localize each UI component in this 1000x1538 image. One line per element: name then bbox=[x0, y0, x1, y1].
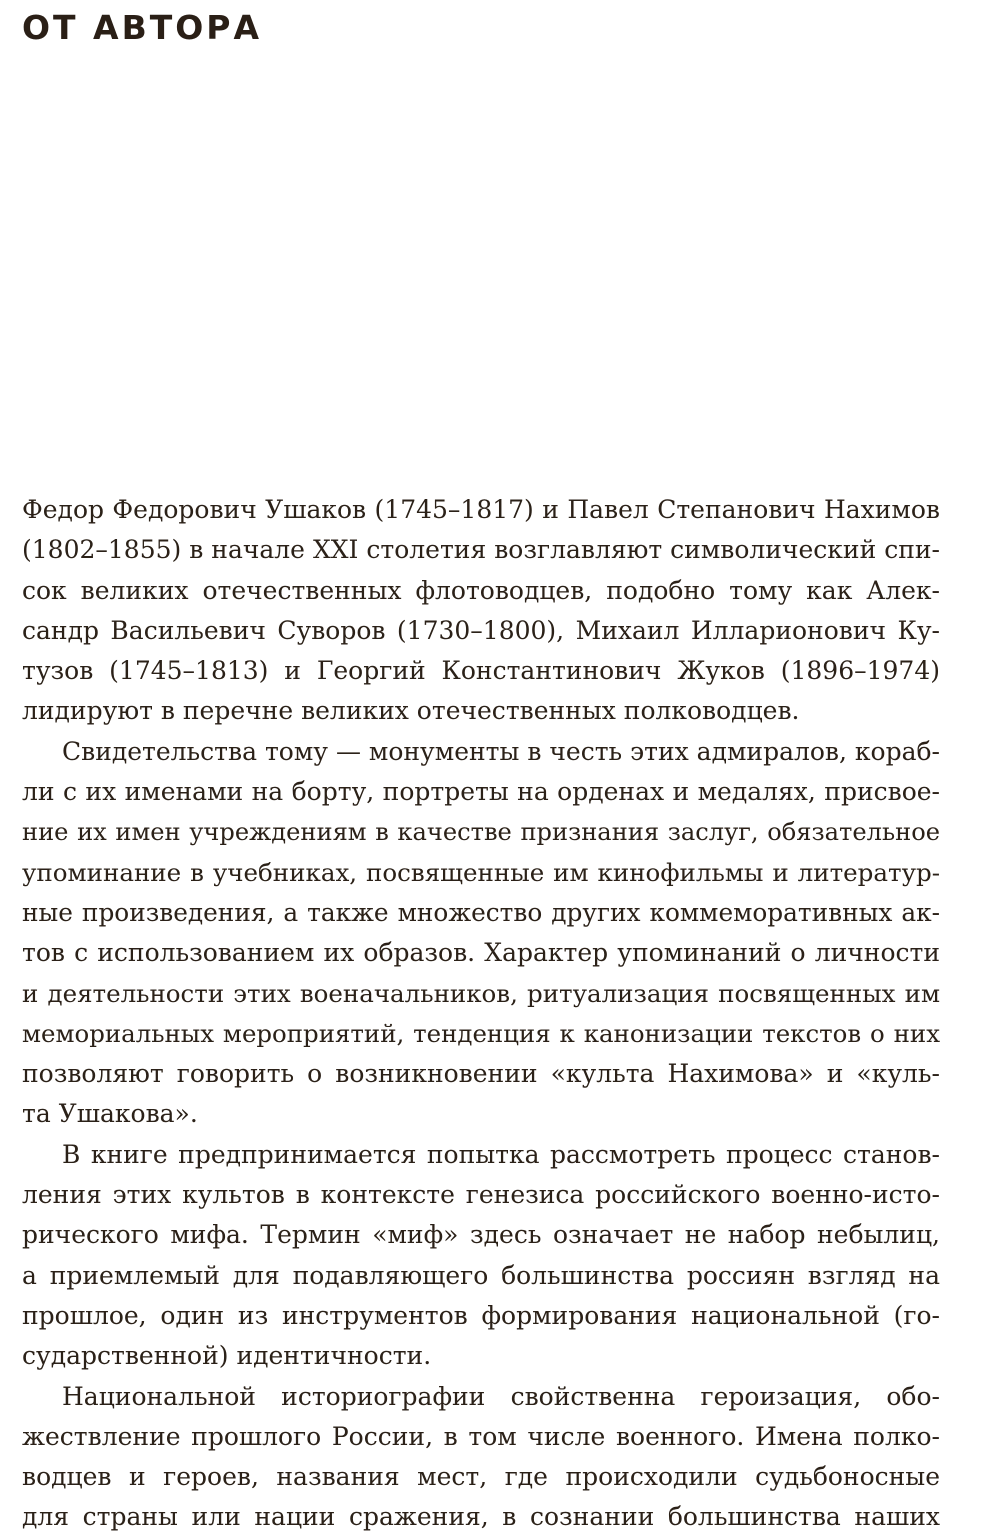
text-line: тузов (1745–1813) и Георгий Константинович Жуков (1896–1974) bbox=[22, 656, 940, 686]
text-line: сударственной) идентичности. bbox=[22, 1341, 432, 1371]
text-line: а приемлемый для подавляющего большинства россиян взгляд на bbox=[22, 1260, 940, 1290]
text-line: ления этих культов в контексте генезиса российского военно-исто- bbox=[22, 1180, 940, 1210]
text-line: ные произведения, а также множество других коммеморативных ак- bbox=[22, 897, 940, 927]
chapter-heading: ОТ АВТОРА bbox=[22, 8, 263, 47]
text-line: ли с их именами на борту, портреты на орденах и медалях, присвое- bbox=[22, 777, 940, 807]
text-line: упоминание в учебниках, посвященные им кинофильмы и литератур- bbox=[22, 857, 940, 887]
text-line: (1802–1855) в начале XXI столетия возглавляют символический спи- bbox=[22, 535, 940, 565]
text-line: сандр Васильевич Суворов (1730–1800), Михаил Илларионович Ку- bbox=[22, 615, 940, 645]
text-line: лидируют в перечне великих отечественных полководцев. bbox=[22, 696, 800, 726]
text-line: В книге предпринимается попытка рассмотреть процесс станов- bbox=[62, 1139, 940, 1169]
text-line: ние их имен учреждениям в качестве признания заслуг, обязательное bbox=[22, 818, 940, 847]
text-line: водцев и героев, названия мест, где происходили судьбоносные bbox=[22, 1462, 940, 1492]
text-line: мемориальных мероприятий, тенденция к канонизации текстов о них bbox=[22, 1018, 940, 1048]
text-line: та Ушакова». bbox=[22, 1099, 198, 1129]
text-line: жествление прошлого России, в том числе военного. Имена полко- bbox=[22, 1421, 940, 1451]
text-line: Свидетельства тому — монументы в честь этих адмиралов, кораб- bbox=[62, 736, 940, 766]
text-line: позволяют говорить о возникновении «культа Нахимова» и «куль- bbox=[22, 1059, 940, 1089]
text-line: и деятельности этих военачальников, ритуализация посвященных им bbox=[22, 978, 940, 1008]
text-line: для страны или нации сражения, в сознании большинства наших bbox=[22, 1502, 940, 1532]
text-line: Национальной историографии свойственна героизация, обо- bbox=[62, 1381, 940, 1411]
text-line: сок великих отечественных флотоводцев, подобно тому как Алек- bbox=[22, 575, 940, 605]
text-line: прошлое, один из инструментов формирования национальной (го- bbox=[22, 1300, 940, 1330]
text-line: рического мифа. Термин «миф» здесь означает не набор небылиц, bbox=[22, 1220, 940, 1250]
text-line: Федор Федорович Ушаков (1745–1817) и Павел Степанович Нахимов bbox=[22, 495, 940, 524]
body-text bbox=[22, 490, 940, 1538]
text-line: тов с использованием их образов. Характер упоминаний о личности bbox=[22, 938, 940, 968]
